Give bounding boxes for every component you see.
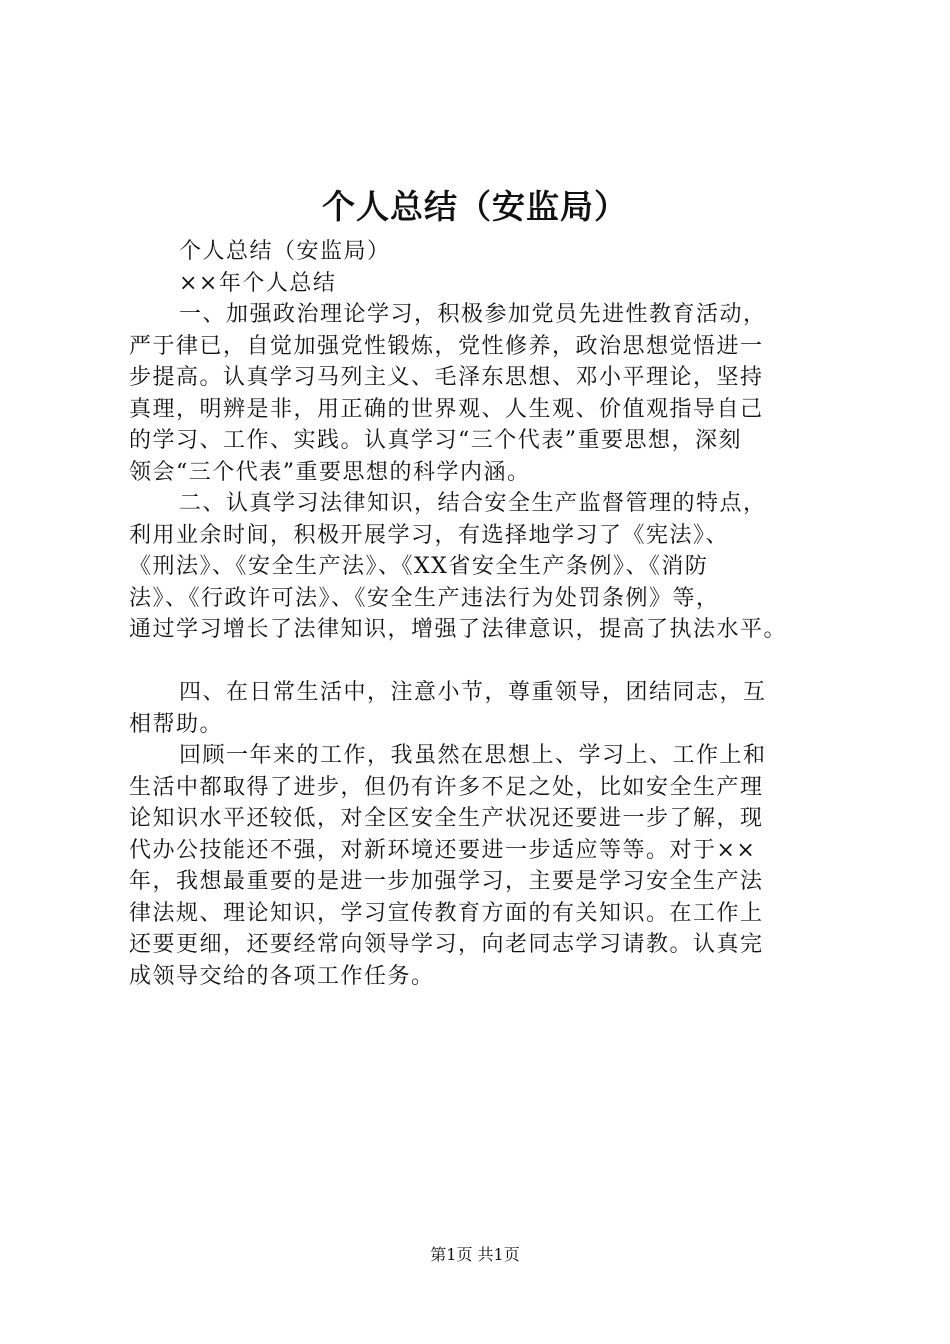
text-line: 相帮助。 (129, 711, 224, 737)
page-footer: 第1页 共1页 (430, 1245, 520, 1264)
text-line: 步提高。认真学习马列主义、毛泽东思想、邓小平理论，坚持 (129, 365, 764, 390)
document-title: 个人总结（安监局） (322, 187, 628, 226)
text-line: 还要更细，还要经常向领导学习，向老同志学习请教。认真完 (129, 932, 764, 957)
text-line: 一、加强政治理论学习，积极参加党员先进性教育活动， (179, 302, 767, 327)
text-line: 的学习、工作、实践。认真学习“三个代表”重要思想，深刻 (129, 428, 742, 453)
text-line: 个人总结（安监局） (179, 239, 391, 264)
text-line: 律法规、理论知识，学习宣传教育方面的有关知识。在工作上 (129, 900, 764, 926)
text-line: 二、认真学习法律知识，结合安全生产监督管理的特点， (179, 491, 767, 516)
text-line: 回顾一年来的工作，我虽然在思想上、学习上、工作上和 (179, 743, 767, 768)
text-line: 代办公技能还不强，对新环境还要进一步适应等等。对于×× (129, 837, 757, 863)
text-line: 成领导交给的各项工作任务。 (129, 963, 435, 989)
text-line: 《刑法》、《安全生产法》、《XX省安全生产条例》、《消防 (129, 554, 709, 579)
text-line: 通过学习增长了法律知识，增强了法律意识，提高了执法水平。 (129, 617, 788, 642)
document-body (129, 236, 825, 992)
blank-line (129, 646, 825, 678)
text-line: 生活中都取得了进步，但仍有许多不足之处，比如安全生产理 (129, 774, 764, 800)
text-line: 真理，明辨是非，用正确的世界观、人生观、价值观指导自己 (129, 396, 764, 422)
text-line: 严于律已，自觉加强党性锻炼，党性修养，政治思想觉悟进一 (129, 333, 764, 359)
text-line: 四、在日常生活中，注意小节，尊重领导，团结同志，互 (179, 680, 767, 705)
text-line: 法》、《行政许可法》、《安全生产违法行为处罚条例》等， (129, 585, 720, 611)
text-line: 论知识水平还较低，对全区安全生产状况还要进一步了解，现 (129, 806, 764, 831)
text-line: ××年个人总结 (179, 270, 337, 296)
text-line: 利用业余时间，积极开展学习，有选择地学习了《宪法》、 (129, 522, 730, 548)
text-line: 年，我想最重要的是进一步加强学习，主要是学习安全生产法 (129, 869, 764, 894)
text-line: 领会“三个代表”重要思想的科学内涵。 (129, 459, 531, 485)
